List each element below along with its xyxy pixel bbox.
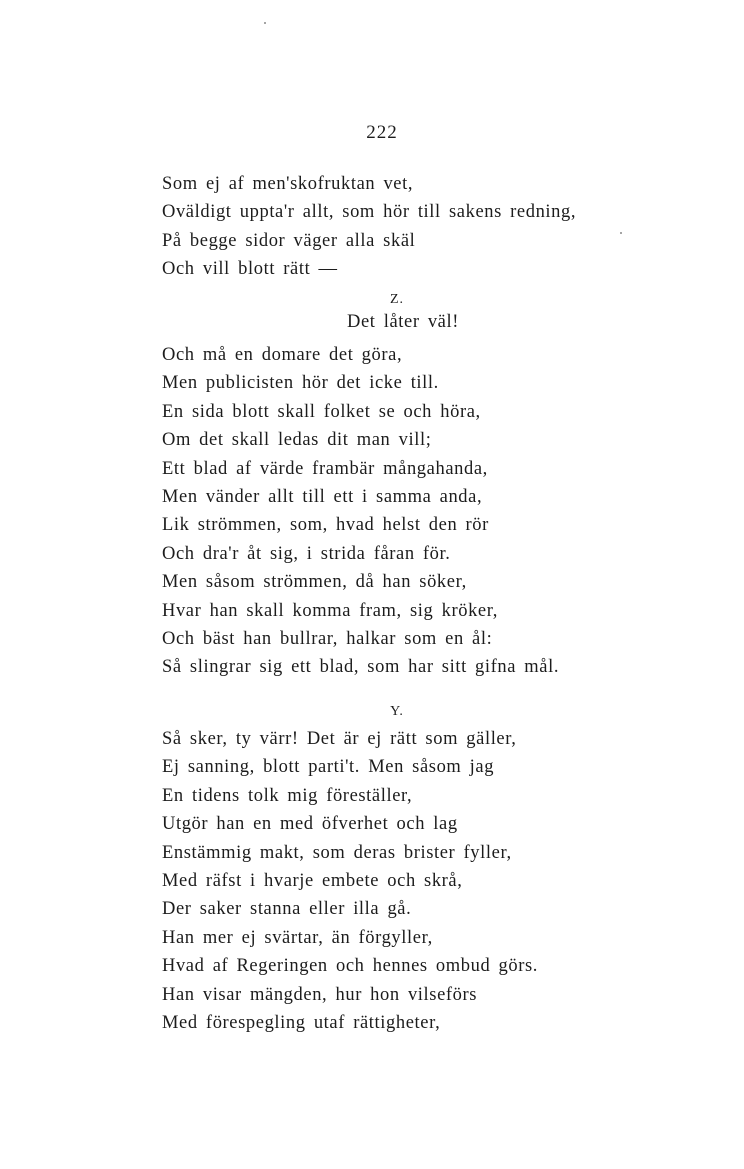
verse-line: Oväldigt uppta'r allt, som hör till sakens redning,	[162, 202, 577, 223]
verse-line: Utgör han en med öfverhet och lag	[162, 814, 458, 835]
verse-line: Hvar han skall komma fram, sig kröker,	[162, 600, 498, 621]
verse-line: Hvad af Regeringen och hennes ombud görs.	[162, 956, 539, 977]
verse-line: Men vänder allt till ett i samma anda,	[162, 487, 483, 508]
verse-line: Han visar mängden, hur hon vilseförs	[162, 984, 478, 1005]
verse-line: Med förespegling utaf rättigheter,	[162, 1013, 441, 1034]
verse-line: Som ej af men'skofruktan vet,	[162, 174, 414, 194]
verse-line: En sida blott skall folket se och höra,	[162, 401, 481, 422]
verse-line: Ej sanning, blott parti't. Men såsom jag	[162, 757, 495, 778]
verse-line: Men såsom strömmen, då han söker,	[162, 572, 467, 593]
verse-line: Så sker, ty värr! Det är ej rätt som gäller,	[162, 729, 517, 749]
stanza-1	[162, 170, 632, 284]
speaker-reply-z: Det låter väl!	[347, 312, 459, 332]
verse-line: Der saker stanna eller illa gå.	[162, 899, 412, 920]
verse-line: Ett blad af värde frambär mångahanda,	[162, 458, 488, 479]
speaker-label-z: Z.	[389, 292, 405, 307]
page-number: 222	[366, 122, 398, 143]
verse-line: På begge sidor väger alla skäl	[162, 230, 416, 251]
verse-line: Och bäst han bullrar, halkar som en ål:	[162, 629, 493, 650]
verse-line: Och vill blott rätt —	[162, 259, 338, 280]
verse-line: Och må en domare det göra,	[162, 345, 403, 365]
speaker-label-y: Y.	[390, 704, 404, 719]
verse-line: Han mer ej svärtar, än förgyller,	[162, 927, 433, 948]
verse-line: Men publicisten hör det icke till.	[162, 373, 439, 394]
verse-line: Med räfst i hvarje embete och skrå,	[162, 871, 463, 892]
verse-line: Om det skall ledas dit man vill;	[162, 430, 432, 451]
verse-line: Och dra'r åt sig, i strida fåran för.	[162, 543, 451, 564]
verse-line: Enstämmig makt, som deras brister fyller,	[162, 842, 512, 863]
verse-line: Så slingrar sig ett blad, som har sitt gifna mål.	[162, 657, 560, 678]
verse-line: Lik strömmen, som, hvad helst den rör	[162, 515, 489, 536]
stanza-3	[162, 725, 632, 1037]
verse-line: En tidens tolk mig föreställer,	[162, 785, 413, 806]
stanza-2	[162, 341, 632, 682]
paper-speck	[264, 22, 266, 24]
